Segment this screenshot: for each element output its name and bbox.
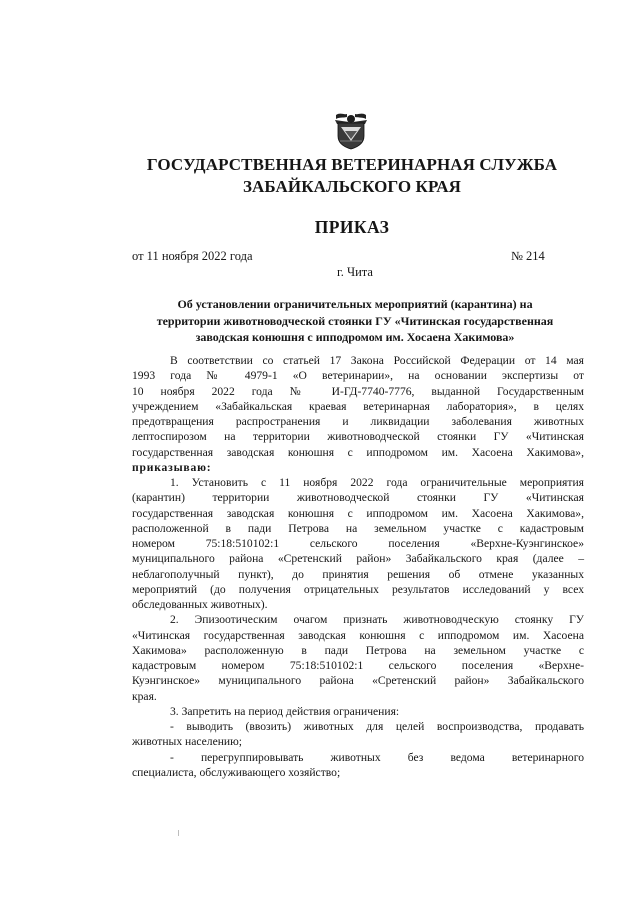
item3-sub1-line: - выводить (ввозить) животных для целей воспроизводства, продавать [170, 720, 584, 733]
preamble-line: предотвращения распространения и ликвидации заболевания животных [132, 415, 584, 428]
preamble-line: государственная заводская конюшня с ипподромом им. Хасоена Хакимова», [132, 445, 584, 459]
item1-line: номером 75:18:510102:1 сельского поселения «Верхне-Куэнгинское» [132, 537, 584, 550]
agency-name-line2: ЗАБАЙКАЛЬСКОГО КРАЯ [242, 177, 462, 196]
item2-line: Хакимова» расположенную в пади Петрова на земельном участке с [132, 643, 584, 657]
document-type-title: ПРИКАЗ [314, 217, 390, 237]
agency-name-line1: ГОСУДАРСТВЕННАЯ ВЕТЕРИНАРНАЯ СЛУЖБА [146, 155, 558, 174]
scan-speck [178, 830, 179, 836]
item1-line: расположенной в пади Петрова на земельном участке с кадастровым [132, 521, 584, 535]
order-word: приказываю: [132, 460, 212, 474]
item3-sub2-line: специалиста, обслуживающего хозяйство; [132, 765, 341, 779]
item2-line: 2. Эпизоотическим очагом признать животноводческую стоянку ГУ [170, 613, 584, 627]
preamble-line: учреждением «Забайкальская краевая ветеринарная лаборатория», в целях [132, 399, 584, 413]
agency-name [0, 154, 640, 198]
item3-heading: 3. Запретить на период действия ограничения: [170, 704, 400, 718]
item3-sub1-line: животных населению; [132, 735, 243, 749]
item2-line: края. [132, 689, 157, 703]
item1-line: мероприятий (до получения отрицательных результатов исследований у всех [132, 582, 584, 596]
preamble-line: 1993 года № 4979-1 «О ветеринарии», на основании экспертизы от [132, 369, 584, 383]
item1-line: неблагополучный пункт), до принятия решения об отмене указанных [132, 567, 584, 581]
preamble-line: лептоспирозом на территории животноводческой стоянки ГУ «Читинская [132, 430, 584, 444]
subject-line: Об установлении ограничительных мероприятий (карантина) на [177, 297, 533, 311]
subject-line: заводская конюшня с ипподромом им. Хосаена Хакимова» [195, 330, 515, 344]
item2-line: Куэнгинское» муниципального района «Сретенский район» Забайкальского [132, 674, 584, 688]
item1-line: обследованных животных). [132, 598, 268, 611]
subject-line: территории животноводческой стоянки ГУ «Читинская государственная [156, 313, 554, 328]
coat-of-arms-emblem [333, 110, 369, 150]
item1-line: государственная заводская конюшня с ипподромом им. Хасоена Хакимова», [132, 506, 584, 520]
order-body [132, 353, 584, 780]
order-date: от 11 ноября 2022 года [132, 249, 253, 263]
item2-line: кадастровым номером 75:18:510102:1 сельского поселения «Верхне- [132, 659, 584, 672]
order-subject [132, 296, 578, 346]
item1-line: (карантин) территории животноводческой стоянки ГУ «Читинская [132, 491, 584, 505]
preamble-line: В соответствии со статьей 17 Закона Российской Федерации от 14 мая [170, 354, 584, 367]
order-city: г. Чита [337, 265, 373, 279]
item2-line: «Читинская государственная заводская конюшня с ипподромом им. Хасоена [132, 628, 584, 642]
preamble-line: 10 ноября 2022 года № И-ГД-7740-7776, выданной Государственным [132, 384, 584, 398]
item3-sub2-line: - перегруппировывать животных без ведома ветеринарного [170, 750, 584, 764]
item1-line: 1. Установить с 11 ноября 2022 года ограничительные мероприятия [170, 476, 584, 489]
item1-line: муниципального района «Сретенский район» Забайкальского края (далее – [132, 552, 584, 566]
order-number: № 214 [511, 249, 545, 263]
